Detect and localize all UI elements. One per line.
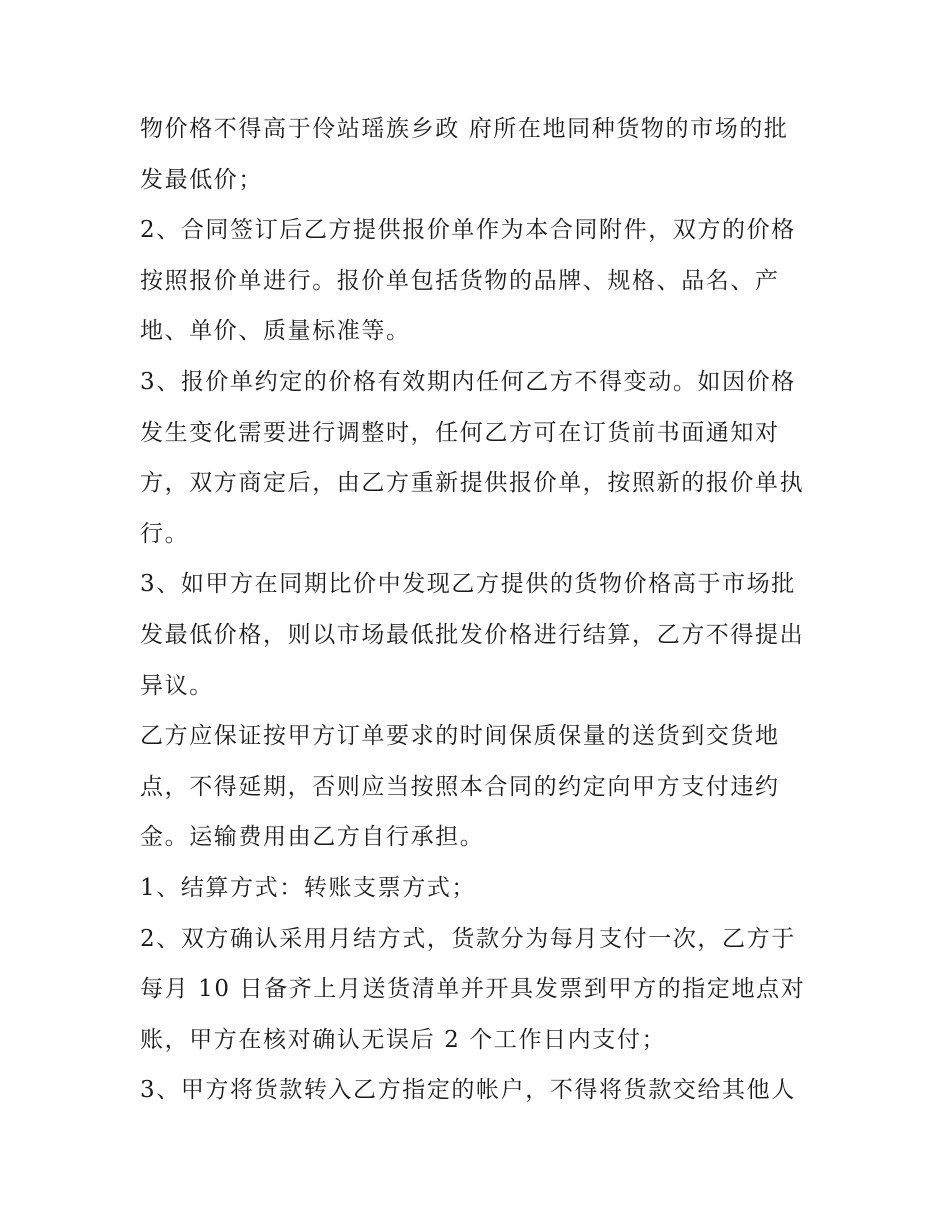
text-line: 异议。 [140, 672, 214, 699]
text-line: 1、结算方式：转账支票方式； [140, 874, 477, 901]
text-line: 3、甲方将货款转入乙方指定的帐户，不得将货款交给其他人 [140, 1077, 796, 1104]
text-line: 行。 [140, 520, 190, 547]
text-line: 2、合同签订后乙方提供报价单作为本合同附件，双方的价格 [140, 217, 796, 244]
text-line: 发最低价格，则以市场最低批发价格进行结算，乙方不得提出 [140, 621, 805, 648]
text-line: 3、报价单约定的价格有效期内任何乙方不得变动。如因价格 [140, 368, 796, 395]
document-body [140, 104, 820, 1116]
text-line: 按照报价单进行。报价单包括货物的品牌、规格、品名、产 [140, 267, 780, 294]
text-line: 乙方应保证按甲方订单要求的时间保质保量的送货到交货地 [140, 723, 780, 750]
text-line: 方，双方商定后，由乙方重新提供报价单，按照新的报价单执 [140, 470, 805, 497]
text-line: 点，不得延期，否则应当按照本合同的约定向甲方支付违约 [140, 773, 780, 800]
text-line: 发最低价； [140, 166, 263, 193]
text-line: 账，甲方在核对确认无误后 2 个工作日内支付； [140, 1026, 667, 1053]
text-line: 发生变化需要进行调整时，任何乙方可在订货前书面通知对 [140, 419, 780, 446]
text-line: 2、双方确认采用月结方式，货款分为每月支付一次，乙方于 [140, 925, 796, 952]
text-line: 3、如甲方在同期比价中发现乙方提供的货物价格高于市场批 [140, 571, 796, 598]
text-line: 物价格不得高于伶站瑶族乡政 府所在地同种货物的市场的批 [140, 116, 789, 142]
text-line: 地、单价、质量标准等。 [140, 318, 411, 345]
text-line: 每月 10 日备齐上月送货清单并开具发票到甲方的指定地点对 [140, 976, 806, 1003]
text-line: 金。运输费用由乙方自行承担。 [140, 824, 485, 851]
